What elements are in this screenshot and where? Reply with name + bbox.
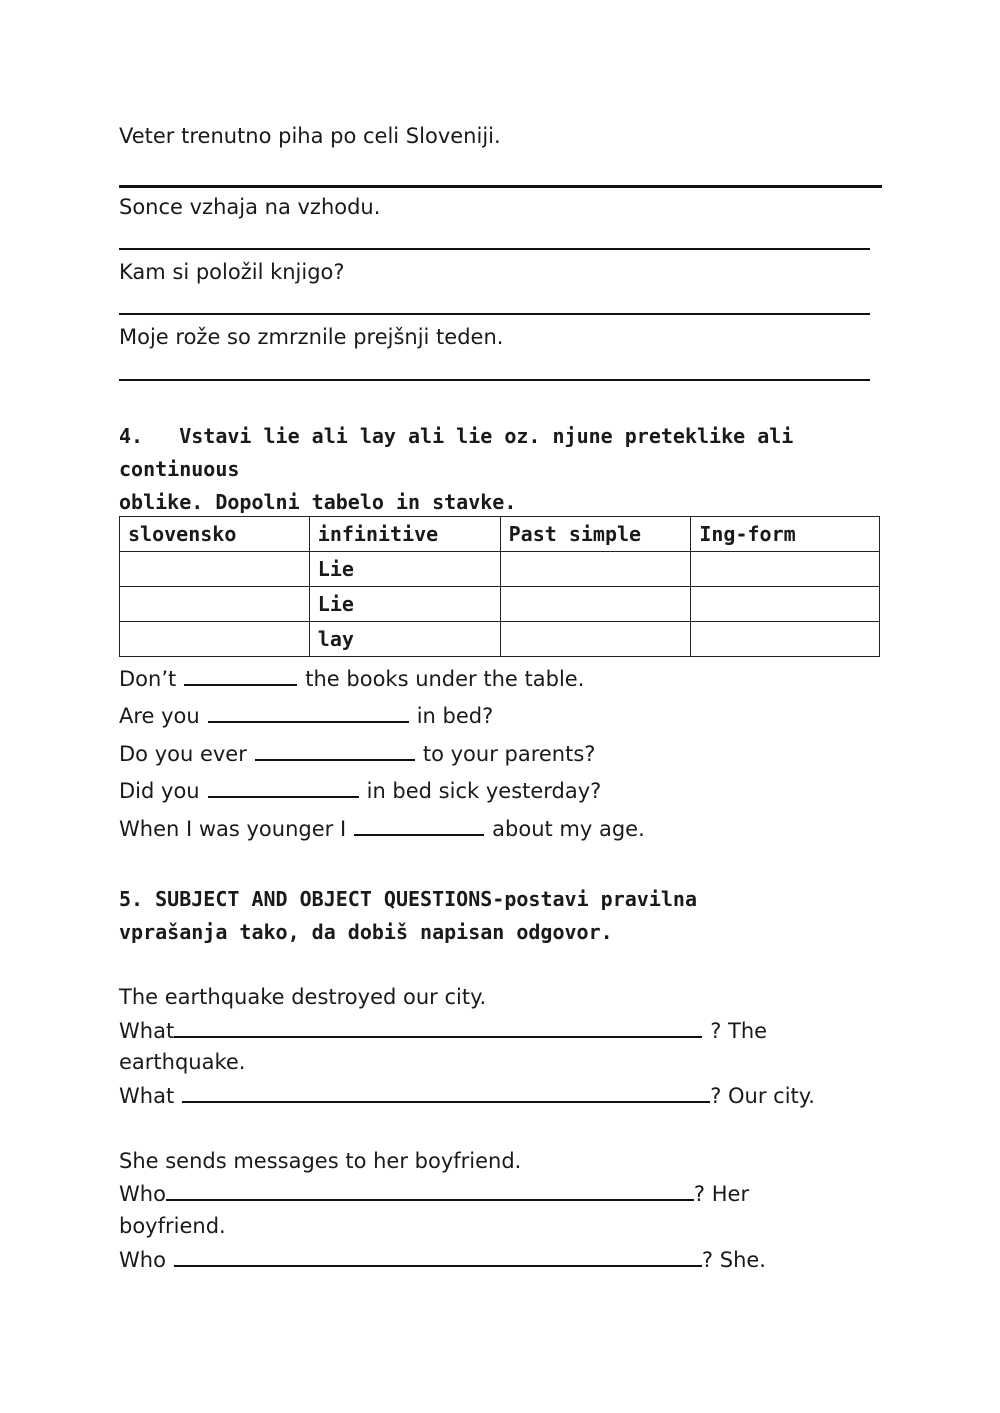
fill-sentence-after: about my age. [492, 817, 645, 841]
table-row [120, 552, 880, 587]
fill-blank[interactable] [208, 776, 359, 798]
statement-1: The earthquake destroyed our city. [119, 985, 487, 1009]
verb-table-header [120, 517, 880, 552]
table-cell-past-simple[interactable] [500, 587, 691, 622]
fill-sentence-before: Don’t [119, 667, 177, 691]
question-blank[interactable] [174, 1016, 702, 1038]
fill-sentence-5 [119, 814, 645, 843]
header-past-simple: Past simple [500, 517, 691, 552]
answer-line-2[interactable] [119, 248, 870, 250]
task-5-title-rest: -postavi pravilna [492, 887, 697, 911]
question-word: What [119, 1019, 175, 1043]
question-blank[interactable] [174, 1245, 702, 1267]
table-cell-infinitive: Lie [309, 587, 500, 622]
task-5-line2: vprašanja tako, da dobiš napisan odgovor. [119, 920, 613, 944]
sentence-1: Veter trenutno piha po celi Sloveniji. [119, 124, 501, 148]
task-5-number: 5. [119, 887, 144, 911]
question-2a [119, 1179, 749, 1208]
verb-table [119, 516, 880, 657]
fill-sentence-after: the books under the table. [305, 667, 585, 691]
question-2b [119, 1245, 766, 1274]
sentence-4: Moje rože so zmrznile prejšnji teden. [119, 325, 504, 349]
table-cell-infinitive: Lie [309, 552, 500, 587]
fill-sentence-before: Did you [119, 779, 200, 803]
fill-sentence-1 [119, 664, 584, 693]
task-4-line2: oblike. Dopolni tabelo in stavke. [119, 490, 517, 514]
table-cell-ing-form[interactable] [691, 552, 880, 587]
statement-2: She sends messages to her boyfriend. [119, 1149, 522, 1173]
table-cell-infinitive: lay [309, 622, 500, 657]
sentence-2: Sonce vzhaja na vzhodu. [119, 195, 381, 219]
table-cell-slovensko[interactable] [120, 587, 310, 622]
fill-blank[interactable] [354, 814, 484, 836]
header-infinitive: infinitive [309, 517, 500, 552]
question-word: Who [119, 1182, 166, 1206]
fill-sentence-before: Do you ever [119, 742, 247, 766]
question-answer: ? Her [693, 1182, 750, 1206]
table-cell-ing-form[interactable] [691, 587, 880, 622]
table-cell-slovensko[interactable] [120, 622, 310, 657]
fill-sentence-3 [119, 739, 595, 768]
question-word: What [119, 1084, 175, 1108]
task-4-instruction [119, 420, 849, 519]
task-4-number: 4. [119, 424, 144, 448]
table-cell-past-simple[interactable] [500, 552, 691, 587]
task-5-title-caps: SUBJECT AND OBJECT QUESTIONS [155, 887, 493, 911]
table-row [120, 587, 880, 622]
question-blank[interactable] [166, 1179, 694, 1201]
question-1b [119, 1081, 815, 1110]
answer-line-1[interactable] [119, 185, 882, 188]
task-4-line1: Vstavi lie ali lay ali lie oz. njune preteklike ali continuous [119, 424, 794, 481]
fill-sentence-after: in bed? [416, 704, 494, 728]
question-blank[interactable] [182, 1081, 710, 1103]
question-answer: ? The [710, 1019, 768, 1043]
fill-sentence-before: Are you [119, 704, 200, 728]
fill-blank[interactable] [184, 664, 297, 686]
task-5-instruction [119, 883, 879, 949]
fill-sentence-4 [119, 776, 601, 805]
question-1a [119, 1016, 767, 1045]
sentence-3: Kam si položil knjigo? [119, 260, 345, 284]
table-cell-slovensko[interactable] [120, 552, 310, 587]
question-answer: ? Our city. [710, 1084, 815, 1108]
answer-line-4[interactable] [119, 379, 870, 381]
question-2a-cont: boyfriend. [119, 1214, 226, 1238]
fill-sentence-before: When I was younger I [119, 817, 347, 841]
question-word: Who [119, 1248, 166, 1272]
header-ing-form: Ing-form [691, 517, 880, 552]
fill-sentence-after: in bed sick yesterday? [366, 779, 602, 803]
answer-line-3[interactable] [119, 313, 870, 315]
table-row [120, 622, 880, 657]
fill-blank[interactable] [255, 739, 415, 761]
fill-sentence-2 [119, 701, 493, 730]
fill-sentence-after: to your parents? [422, 742, 596, 766]
table-cell-ing-form[interactable] [691, 622, 880, 657]
fill-blank[interactable] [208, 701, 409, 723]
question-answer: ? She. [701, 1248, 766, 1272]
header-slovensko: slovensko [120, 517, 310, 552]
question-1a-cont: earthquake. [119, 1050, 246, 1074]
table-cell-past-simple[interactable] [500, 622, 691, 657]
